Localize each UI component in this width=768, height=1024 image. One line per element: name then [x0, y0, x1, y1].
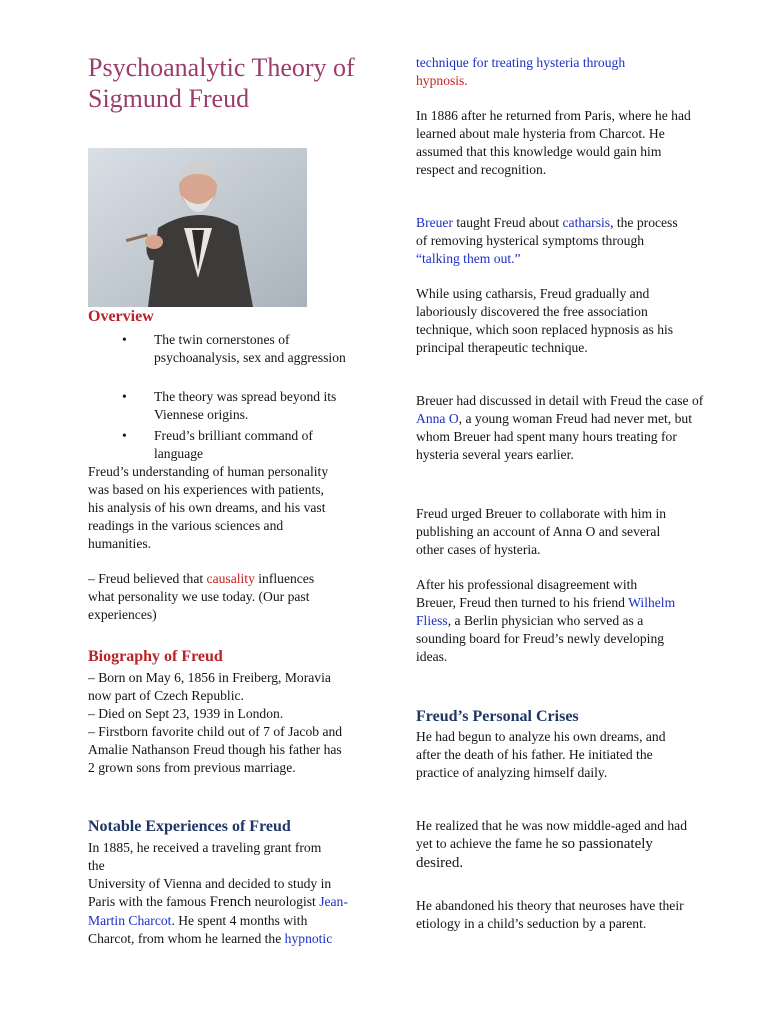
text: taught Freud about [453, 215, 563, 230]
paris-paragraph: In 1886 after he returned from Paris, where he had learned about male hysteria from Charcot. He assumed that this knowledge would gain him respect and recognition. [416, 108, 691, 177]
bullet-icon: • [122, 332, 127, 347]
text: . He spent 4 months with Charcot, from whom he learned the [88, 912, 308, 946]
text: In 1885, he received a traveling grant from the [88, 840, 322, 873]
text: He realized that he was now middle-aged and had yet to achieve the fame he [416, 818, 688, 851]
biography-paragraph [88, 669, 350, 776]
text: After his professional disagreement with Breuer, Freud then turned to his friend [416, 577, 638, 610]
hypnosis-link[interactable]: hypnosis. [416, 72, 468, 88]
bullet-text: The twin cornerstones of psychoanalysis, sex and aggression [154, 332, 346, 365]
talking-link[interactable]: “talking them out.” [416, 250, 521, 266]
anna-o-link[interactable]: Anna O [416, 410, 459, 426]
text: , a young woman Freud had never met, but whom Breuer had spent many hours treating for hysteria several years earlier. [416, 410, 692, 462]
text: Breuer had discussed in detail with Freud the case of [416, 393, 704, 408]
continued-paragraph [416, 54, 706, 90]
anna-o-paragraph [416, 392, 708, 464]
collaborate-paragraph: Freud urged Breuer to collaborate with him in publishing an account of Anna O and several other cases of hysteria. [416, 506, 667, 557]
text: French [209, 893, 252, 910]
text: neurologist [251, 893, 320, 909]
text: influences what personality we use today. (Our past experiences) [88, 571, 315, 622]
text: , the process of removing hysterical symptoms through [416, 215, 678, 248]
notable-heading: Notable Experiences of Freud [88, 818, 291, 835]
hypnotic-link[interactable]: hypnotic [284, 930, 333, 946]
fliess-paragraph [416, 576, 676, 666]
overview-heading: Overview [88, 308, 154, 325]
catharsis-paragraph [416, 214, 686, 268]
causality-link[interactable]: causality [206, 571, 255, 586]
causality-paragraph [88, 570, 338, 624]
text: – Freud believed that [88, 571, 207, 586]
list-item [88, 427, 358, 463]
text: technique for treating hysteria through [416, 55, 626, 70]
text: University of Vienna and decided to study in Paris with the famous [88, 875, 332, 909]
biography-heading: Biography of Freud [88, 648, 223, 665]
crisis-paragraph-2 [416, 817, 691, 873]
page-title: Psychoanalytic Theory of Sigmund Freud [88, 53, 355, 113]
text: , a Berlin physician who served as a sounding board for Freud’s newly developing ideas. [416, 612, 665, 664]
bullet-icon: • [122, 389, 127, 404]
crises-heading: Freud’s Personal Crises [416, 708, 579, 725]
crisis-paragraph-3: He abandoned his theory that neuroses have their etiology in a child’s seduction by a parent. [416, 898, 684, 931]
notable-paragraph [88, 839, 350, 947]
list-item [88, 388, 358, 424]
fliess-link[interactable]: Wilhelm Fliess [416, 594, 676, 628]
text: so passionately desired. [416, 835, 653, 871]
bullet-icon: • [122, 428, 127, 443]
charcot-link[interactable]: Jean-Martin Charcot [88, 893, 348, 928]
crisis-paragraph-1: He had begun to analyze his own dreams, and after the death of his father. He initiated the practice of analyzing himself daily. [416, 729, 666, 780]
portrait-image [88, 148, 307, 307]
text: – Died on Sept 23, 1939 in London. [88, 705, 284, 721]
overview-paragraph: Freud’s understanding of human personality was based on his experiences with patients, his analysis of his own dreams, and his vast readings in the various sciences and humanities. [88, 464, 329, 551]
text: – Born on May 6, 1856 in Freiberg, Moravia now part of Czech Republic. [88, 670, 331, 703]
freud-portrait-photo [88, 148, 307, 307]
catharsis-link[interactable]: catharsis [562, 215, 611, 230]
list-item [88, 331, 358, 385]
text: – Firstborn favorite child out of 7 of Jacob and Amalie Nathanson Freud though his father has 2 grown sons from previous marriage. [88, 723, 343, 775]
breuer-link[interactable]: Breuer [416, 215, 453, 230]
bullet-text: Freud’s brilliant command of language [154, 428, 313, 461]
free-association-paragraph: While using catharsis, Freud gradually and laboriously discovered the free association technique, which soon replaced hypnosis as his principal therapeutic technique. [416, 286, 674, 355]
bullet-text: The theory was spread beyond its Viennese origins. [154, 389, 337, 422]
